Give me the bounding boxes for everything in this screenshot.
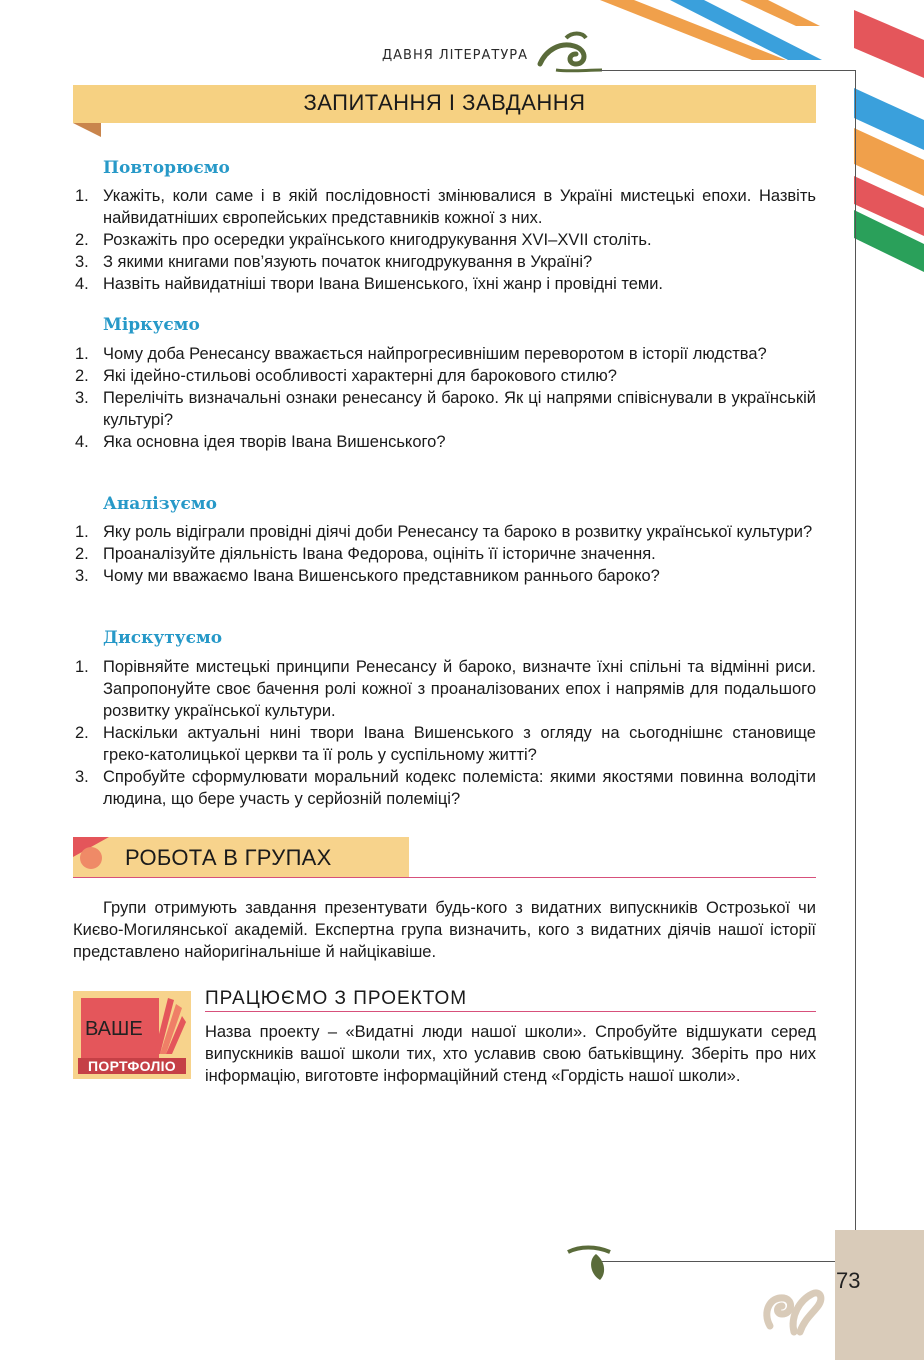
list-item: 1. Чому доба Ренесансу вважається найпрогресивнішим переворотом в історії людства? [75,345,767,363]
list-item: 1. Яку роль відіграли провідні діячі доби Ренесансу та бароко в розвитку української культури? [75,523,813,541]
frame-line-top [600,70,856,71]
list-item: 4. Назвіть найвидатніші твори Івана Вишенського, їхні жанр і провідні теми. [75,275,664,293]
portfolio-badge-word1: ВАШЕ [85,1018,143,1040]
list-item: 1. Укажіть, коли саме і в якій послідовності змінювалися в Україні мистецькі епохи. Назвіть найвидатніших європейських представників кожної з них. [75,187,816,227]
running-head: ДАВНЯ ЛІТЕРАТУРА [382,48,528,63]
project-text: Назва проекту – «Видатні люди нашої школи». Спробуйте відшукати серед випускників вашої школи тих, хто уславив свою батьківщину. Зберіть про них інформацію, виготовте інформаційний стенд «Гордість нашої школи». [205,1023,816,1085]
title-banner-fold [73,123,101,137]
page-number: 73 [836,1268,861,1293]
list-item: 2. Які ідейно-стильові особливості характерні для барокового стилю? [75,367,617,385]
portfolio-badge-word2: ПОРТФОЛІО [78,1058,186,1074]
project-underline [205,1011,816,1012]
section-heading-reflect: Міркуємо [103,315,200,335]
group-work-text: Групи отримують завдання презентувати будь-кого з видатних випускників Острозької чи Києво-Могилянської академій. Експертна група визначить, кого з видатних діячів нашої історії представлено найоригінальніше й найцікавіше. [73,899,816,961]
list-item: 2. Проаналізуйте діяльність Івана Федорова, оцініть її історичне значення. [75,545,656,563]
page-flourish-icon [760,1276,826,1338]
list-item: 2. Розкажіть про осередки українського книгодрукування XVI–XVII століть. [75,231,652,249]
list-item: 3. Чому ми вважаємо Івана Вишенського представником раннього бароко? [75,567,660,585]
question-list-reflect [73,343,816,453]
page-title: ЗАПИТАННЯ І ЗАВДАННЯ [303,90,586,115]
frame-line-right [855,70,856,1262]
page-number-block [835,1230,924,1360]
question-list-repeat [73,185,816,295]
list-item: 2. Наскільки актуальні нині твори Івана Вишенського з огляду на сьогоднішнє становище греко-католицької церкви та її роль у суспільному житті? [75,724,816,764]
footer-scroll-ornament-icon [566,1244,616,1284]
section-heading-discuss: Дискутуємо [103,628,223,648]
circle-bullet-icon [80,847,102,869]
project-title: ПРАЦЮЄМО З ПРОЕКТОМ [205,988,468,1009]
list-item: 4. Яка основна ідея творів Івана Вишенського? [75,433,446,451]
question-list-discuss [73,656,816,810]
section-heading-analyze: Аналізуємо [103,494,217,514]
question-list-analyze [73,521,816,587]
frame-line-bottom [600,1261,856,1262]
scroll-ornament-icon [536,30,606,74]
group-work-underline [73,877,816,878]
group-work-title: РОБОТА В ГРУПАХ [125,845,332,870]
list-item: 3. Перелічіть визначальні ознаки ренесансу й бароко. Як ці напрями співіснували в українській культурі? [75,389,816,429]
list-item: 1. Порівняйте мистецькі принципи Ренесансу й бароко, визначте їхні спільні та відмінні риси. Запропонуйте своє бачення ролі кожної з проаналізованих епох і напрямів для подальшого розвитку української культури. [75,658,816,720]
list-item: 3. Спробуйте сформулювати моральний кодекс полеміста: якими якостями повинна володіти людина, що бере участь у серйозній полеміці? [75,768,816,808]
list-item: 3. З якими книгами пов’язують початок книгодрукування в Україні? [75,253,593,271]
section-heading-repeat: Повторюємо [103,158,230,178]
